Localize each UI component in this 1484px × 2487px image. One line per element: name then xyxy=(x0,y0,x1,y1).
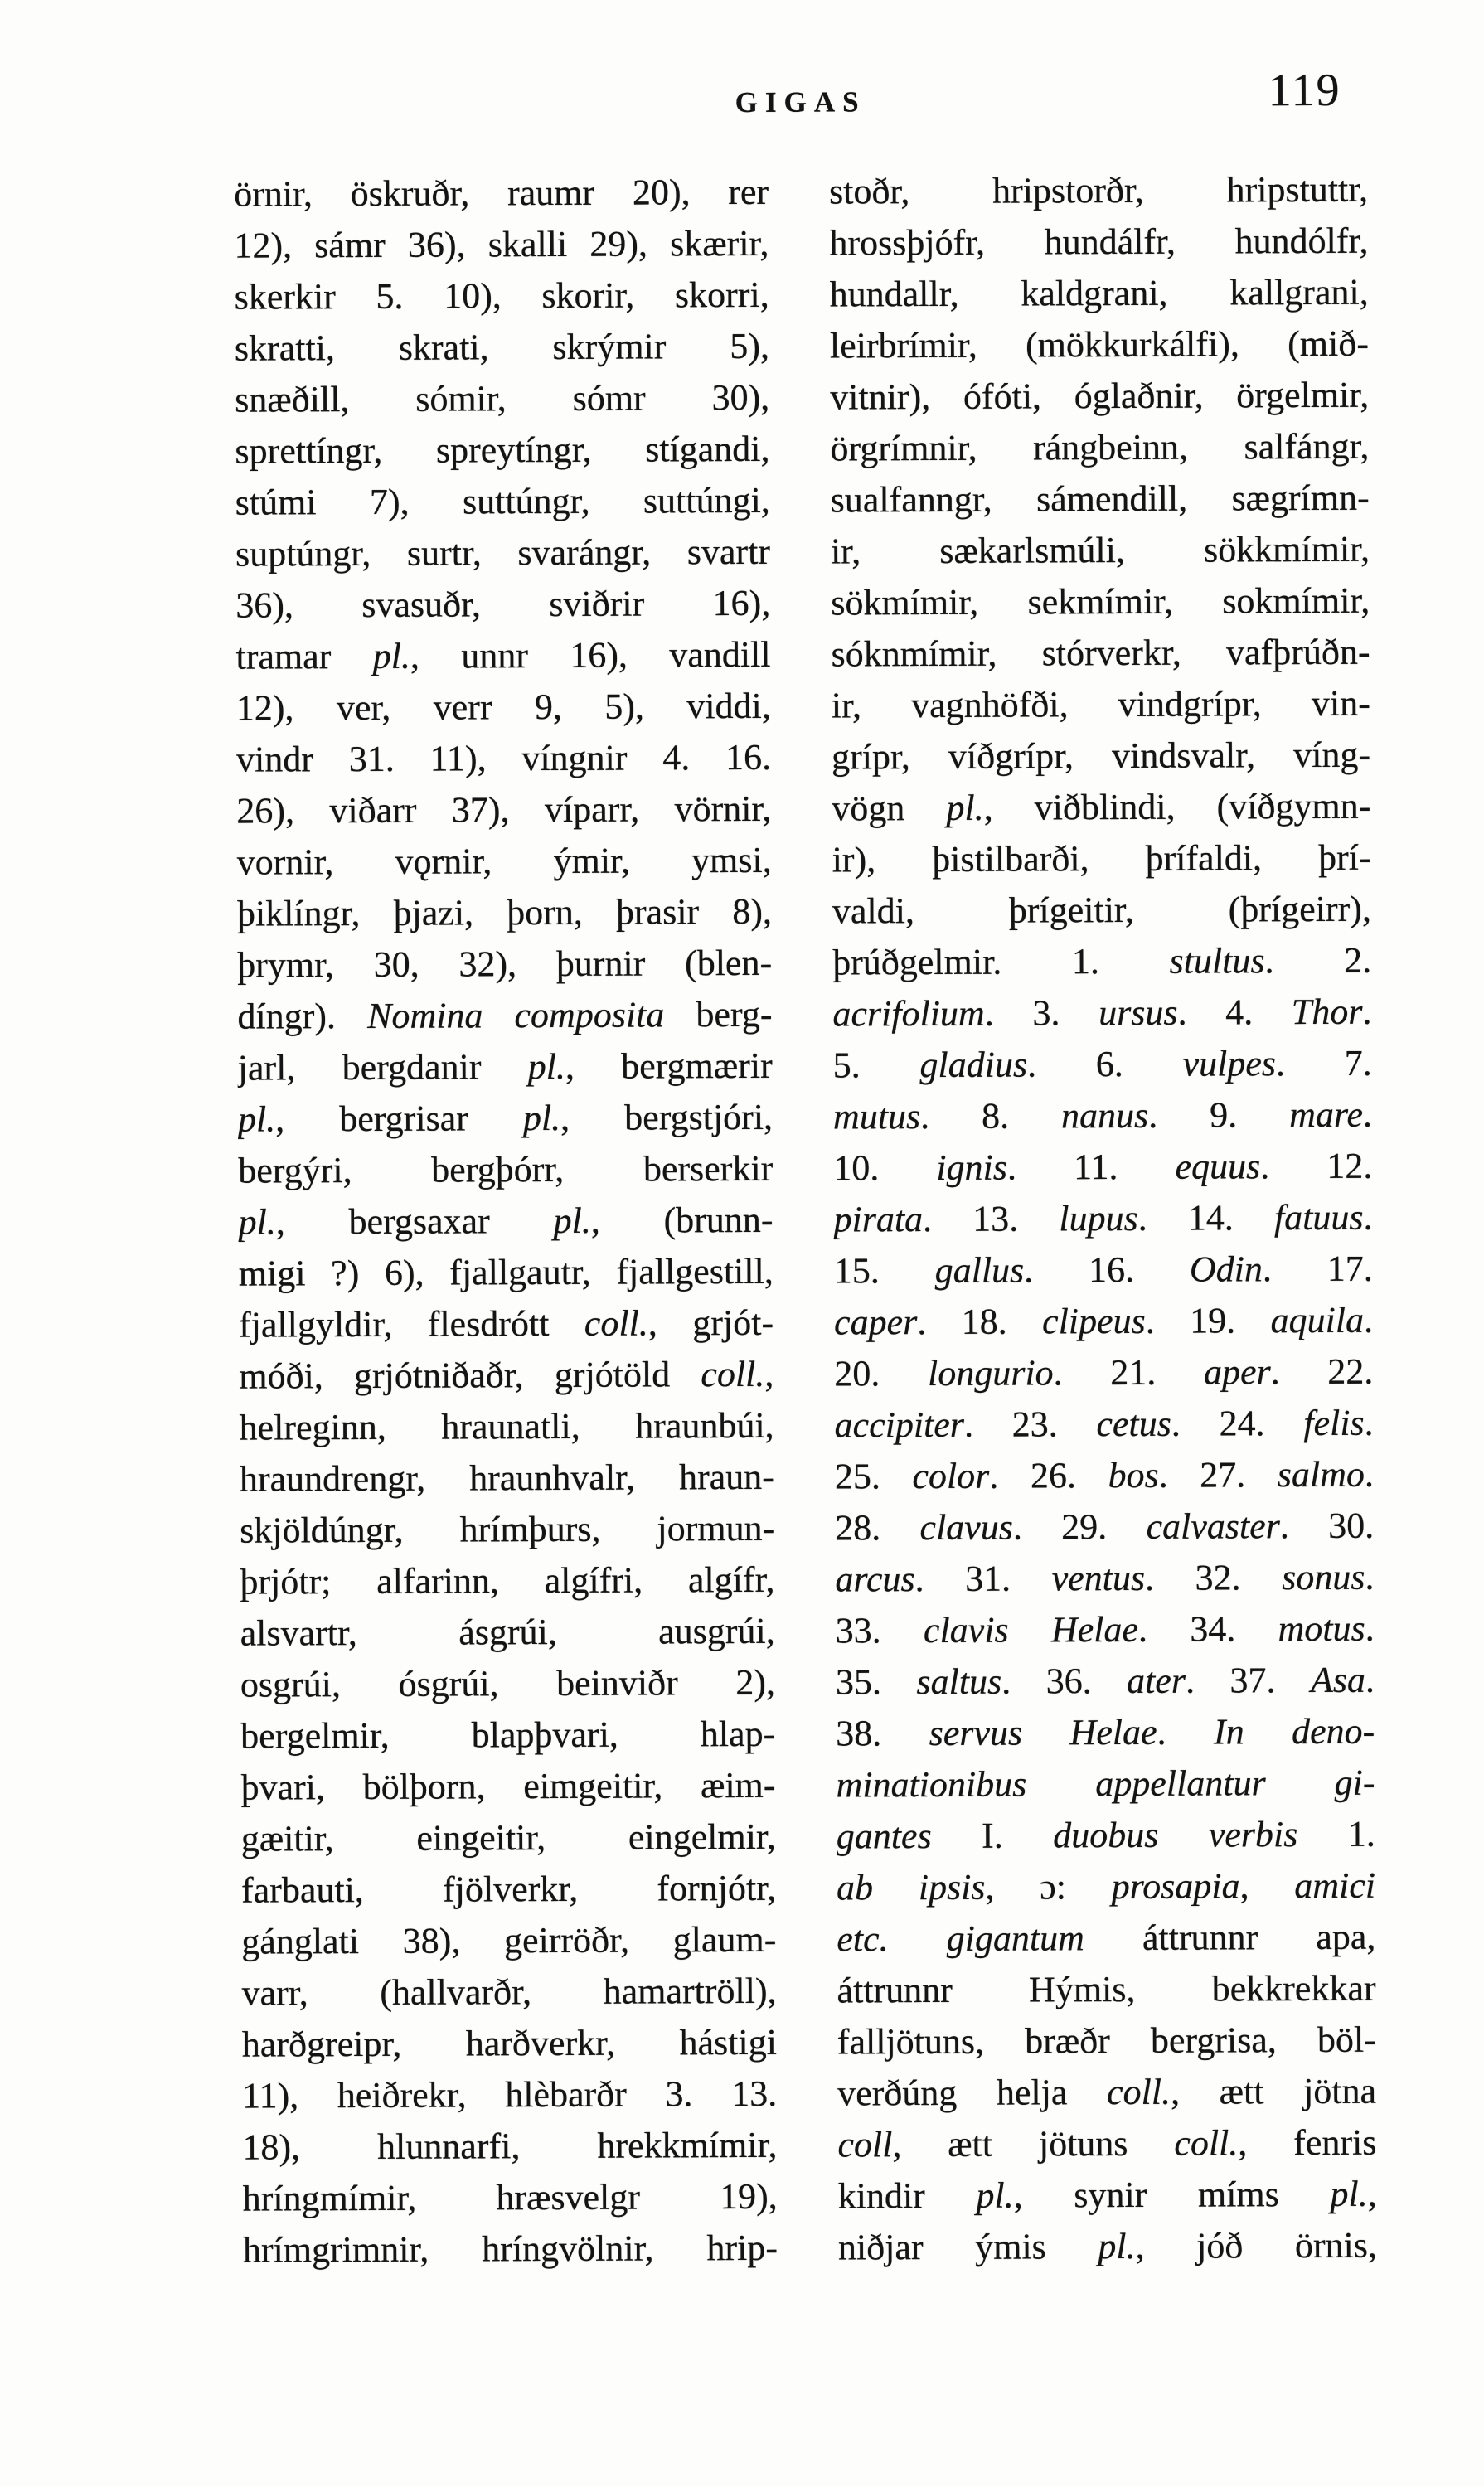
text-line: ab ipsis, ɔ: prosapia, amici xyxy=(836,1864,1376,1908)
text-line: coll, ætt jötuns coll., fenris xyxy=(837,2121,1377,2165)
text-line: 12), ver, verr 9, 5), viddi, xyxy=(235,685,771,729)
text-line: falljötuns, bræðr bergrisa, böl- xyxy=(837,2019,1376,2063)
text-line: ir, sækarlsmúli, sökkmímir, xyxy=(830,528,1370,572)
text-line: 26), viðarr 37), víparr, vörnir, xyxy=(236,788,772,831)
text-line: gæitir, eingeitir, eingelmir, xyxy=(240,1816,776,1859)
text-line: 18), hlunnarfi, hrekkmímir, xyxy=(242,2124,778,2168)
text-line: verðúng helja coll., ætt jötna xyxy=(837,2070,1377,2114)
text-line: farbauti, fjölverkr, fornjótr, xyxy=(240,1867,777,1911)
text-line: helreginn, hraunatli, hraunbúi, xyxy=(239,1404,774,1448)
text-line: alsvartr, ásgrúi, ausgrúi, xyxy=(240,1610,775,1654)
text-line: pirata. 13. lupus. 14. fatuus. xyxy=(833,1196,1373,1240)
text-line: örgrímnir, rángbeinn, salfángr, xyxy=(830,425,1370,469)
text-line: osgrúi, ósgrúi, beinviðr 2), xyxy=(240,1661,776,1705)
text-line: vitnir), ófóti, óglaðnir, örgelmir, xyxy=(830,374,1370,418)
text-line: varr, (hallvarðr, hamartröll), xyxy=(241,1970,777,2014)
text-line: 28. clavus. 29. calvaster. 30. xyxy=(835,1505,1375,1549)
text-line: vögn pl., viðblindi, (víðgymn- xyxy=(832,785,1371,829)
text-line: skerkir 5. 10), skorir, skorri, xyxy=(234,274,769,318)
text-line: bergelmir, blapþvari, hlap- xyxy=(240,1713,776,1757)
text-line: 36), svasuðr, sviðrir 16), xyxy=(235,582,771,626)
text-line: 15. gallus. 16. Odin. 17. xyxy=(833,1248,1373,1292)
right-column xyxy=(829,164,1377,2274)
text-line: 11), heiðrekr, hlèbarðr 3. 13. xyxy=(242,2072,778,2116)
text-line: 10. ignis. 11. equus. 12. xyxy=(833,1145,1373,1189)
text-line: pl., bergrisar pl., bergstjóri, xyxy=(237,1096,774,1140)
text-line: bergýri, bergþórr, berserkir xyxy=(238,1147,774,1191)
text-line: hundallr, kaldgrani, kallgrani, xyxy=(829,271,1369,315)
text-line: gantes I. duobus verbis 1. xyxy=(836,1813,1375,1857)
text-line: gánglati 38), geirröðr, glaum- xyxy=(241,1918,777,1962)
running-head: GIGAS xyxy=(735,85,866,119)
text-line: skratti, skrati, skrýmir 5), xyxy=(234,325,770,369)
text-line: pl., bergsaxar pl., (brunn- xyxy=(238,1199,774,1243)
text-line: kindir pl., synir míms pl., xyxy=(837,2173,1377,2217)
left-column xyxy=(234,167,778,2276)
text-line: jarl, bergdanir pl., bergmærir xyxy=(237,1045,773,1088)
text-line: niðjar ýmis pl., jóð örnis, xyxy=(837,2224,1378,2268)
text-line: þrymr, 30, 32), þurnir (blen- xyxy=(237,942,773,986)
text-line: stoðr, hripstorðr, hripstuttr, xyxy=(829,168,1369,212)
text-line: harðgreipr, harðverkr, hástigi xyxy=(241,2021,777,2065)
text-line: vindr 31. 11), víngnir 4. 16. xyxy=(235,736,772,780)
text-line: þvari, bölþorn, eimgeitir, æim- xyxy=(240,1764,776,1808)
text-line: fjallgyldir, flesdrótt coll., grjót- xyxy=(238,1302,774,1345)
page-number: 119 xyxy=(1268,64,1341,117)
text-line: hrossþjófr, hundálfr, hundólfr, xyxy=(829,220,1369,264)
text-line: 38. servus Helae. In deno- xyxy=(836,1710,1375,1754)
text-line: ir), þistilbarði, þrífaldi, þrí- xyxy=(832,836,1371,880)
text-line: þrjótr; alfarinn, algífri, algífr, xyxy=(240,1559,775,1602)
text-line: accipiter. 23. cetus. 24. felis. xyxy=(834,1402,1374,1446)
text-line: 33. clavis Helae. 34. motus. xyxy=(835,1607,1375,1651)
text-line: hríngmímir, hræsvelgr 19), xyxy=(242,2175,778,2219)
text-line: þiklíngr, þjazi, þorn, þrasir 8), xyxy=(236,890,773,934)
text-line: skjöldúngr, hrímþurs, jormun- xyxy=(240,1507,775,1551)
text-line: sprettíngr, spreytíngr, stígandi, xyxy=(235,428,770,472)
text-line: etc. gigantum áttrunnr apa, xyxy=(837,1916,1376,1960)
text-line: suptúngr, surtr, svarángr, svartr xyxy=(235,531,771,574)
text-line: móði, grjótniðaðr, grjótöld coll., xyxy=(239,1353,774,1397)
text-line: þrúðgelmir. 1. stultus. 2. xyxy=(832,939,1372,983)
text-line: áttrunnr Hýmis, bekkrekkar xyxy=(837,1967,1376,2011)
text-line: mutus. 8. nanus. 9. mare. xyxy=(832,1093,1373,1137)
text-line: grípr, víðgrípr, vindsvalr, víng- xyxy=(831,734,1371,778)
text-line: caper. 18. clipeus. 19. aquila. xyxy=(833,1299,1374,1343)
text-line: 5. gladius. 6. vulpes. 7. xyxy=(832,1042,1372,1086)
text-line: hraundrengr, hraunhvalr, hraun- xyxy=(239,1456,774,1500)
text-line: 12), sámr 36), skalli 29), skærir, xyxy=(234,222,769,266)
text-line: 25. color. 26. bos. 27. salmo. xyxy=(834,1453,1375,1497)
text-line: migi ?) 6), fjallgautr, fjallgestill, xyxy=(238,1250,774,1294)
text-line: leirbrímir, (mökkurkálfi), (mið- xyxy=(829,322,1370,366)
text-line: ir, vagnhöfði, vindgrípr, vin- xyxy=(831,682,1370,726)
text-line: 20. longurio. 21. aper. 22. xyxy=(834,1350,1374,1394)
text-line: sóknmímir, stórverkr, vafþrúðn- xyxy=(831,631,1370,675)
text-line: örnir, öskruðr, raumr 20), rer xyxy=(234,171,769,215)
text-line: tramar pl., unnr 16), vandill xyxy=(235,633,771,677)
text-line: 35. saltus. 36. ater. 37. Asa. xyxy=(835,1659,1375,1703)
text-line: arcus. 31. ventus. 32. sonus. xyxy=(835,1556,1375,1600)
text-line: stúmi 7), suttúngr, suttúngi, xyxy=(235,479,770,523)
text-line: valdi, þrígeitir, (þrígeirr), xyxy=(832,888,1372,932)
text-line: vornir, vǫrnir, ýmir, ymsi, xyxy=(236,839,772,883)
text-line: snæðill, sómir, sómr 30), xyxy=(235,376,770,420)
text-line: hrímgrimnir, hríngvölnir, hrip- xyxy=(242,2227,778,2271)
text-line: sökmímir, sekmímir, sokmímir, xyxy=(831,579,1370,623)
text-line: sualfanngr, sámendill, sægrímn- xyxy=(830,477,1370,521)
text-line: díngr). Nomina composita berg- xyxy=(237,993,773,1037)
text-line: minationibus appellantur gi- xyxy=(836,1762,1375,1806)
text-line: acrifolium. 3. ursus. 4. Thor. xyxy=(832,991,1372,1035)
